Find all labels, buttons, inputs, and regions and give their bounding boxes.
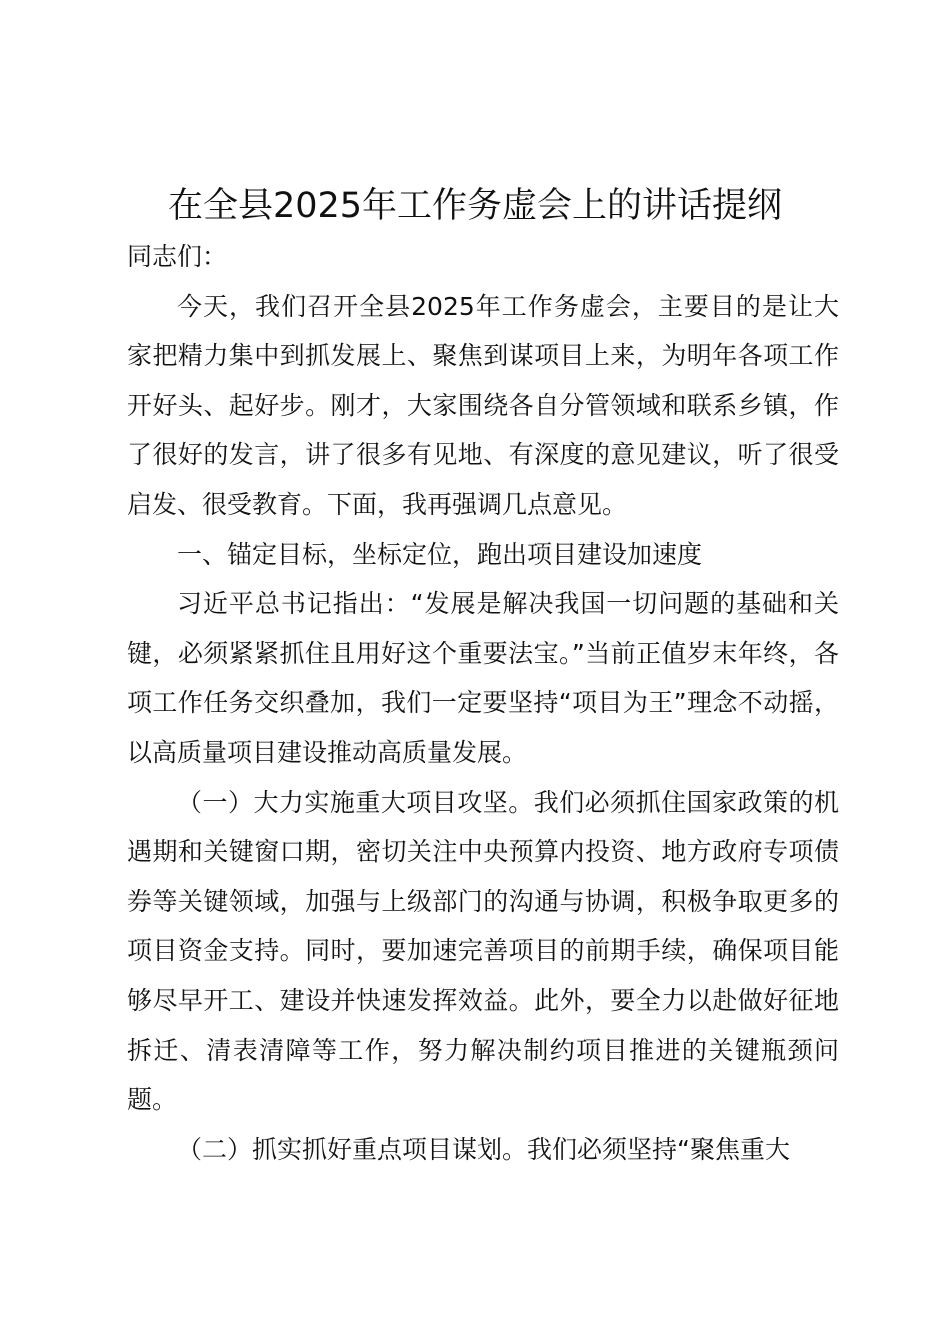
paragraph-quote: 习近平总书记指出：“发展是解决我国一切问题的基础和关键，必须紧紧抓住且用好这个重要法宝。”当前正值岁末年终，各项工作任务交织叠加，我们一定要坚持“项目为王”理念不动摇，以高质量项目建设推动高质量发展。 — [127, 589, 839, 767]
section-heading-1: 一、锚定目标，坐标定位，跑出项目建设加速度 — [177, 539, 703, 569]
paragraph-subsection-2: （二）抓实抓好重点项目谋划。我们必须坚持“聚焦重大 — [177, 1134, 790, 1164]
salutation: 同志们： — [127, 242, 228, 271]
document-title: 在全县2025年工作务虚会上的讲话提纲 — [167, 186, 783, 226]
paragraph-intro: 今天，我们召开全县2025年工作务虚会，主要目的是让大家把精力集中到抓发展上、聚焦到谋项目上来，为明年各项工作开好头、起好步。刚才，大家围绕各自分管领域和联系乡镇，作了很好的发言，讲了很多有见地、有深度的意见建议，听了很受启发、很受教育。下面，我再强调几点意见。 — [127, 291, 839, 519]
paragraph-subsection-1: （一）大力实施重大项目攻坚。我们必须抓住国家政策的机遇期和关键窗口期，密切关注中央预算内投资、地方政府专项债券等关键领域，加强与上级部门的沟通与协调，积极争取更多的项目资金支持。同时，要加速完善项目的前期手续，确保项目能够尽早开工、建设并快速发挥效益。此外，要全力以赴做好征地拆迁、清表清障等工作，努力解决制约项目推进的关键瓶颈问题。 — [127, 787, 839, 1115]
document-body — [127, 232, 839, 1174]
